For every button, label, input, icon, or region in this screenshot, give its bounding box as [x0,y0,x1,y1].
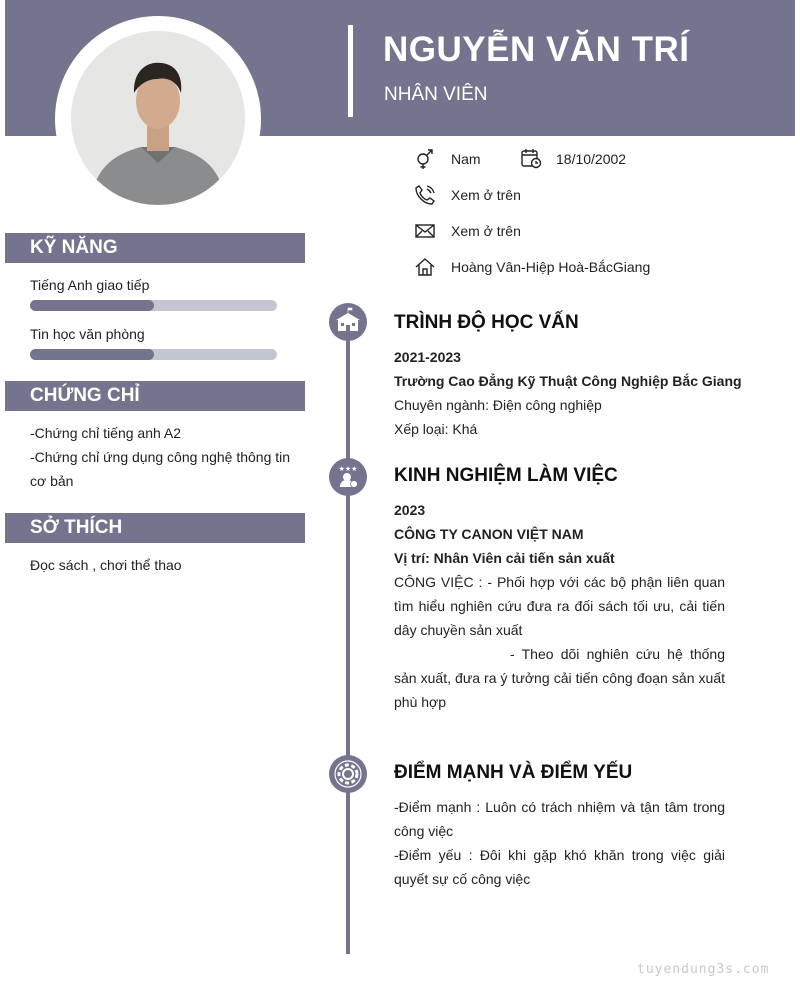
employee-star-icon [329,458,367,496]
experience-company: CÔNG TY CANON VIỆT NAM [394,526,584,542]
phone-value: Xem ở trên [451,187,521,203]
strengths-heading: ĐIỂM MẠNH VÀ ĐIỂM YẾU [394,762,633,783]
timeline-line [346,322,350,954]
education-major: Chuyên ngành: Điện công nghiệp [394,397,602,413]
phone-icon [414,184,436,206]
candidate-title: NHÂN VIÊN [384,84,488,105]
header-divider [348,25,353,117]
watermark: tuyendung3s.com [637,962,770,977]
skill-bar-fill [30,349,154,360]
education-heading: TRÌNH ĐỘ HỌC VẤN [394,312,579,333]
experience-year: 2023 [394,502,426,518]
gear-icon [329,755,367,793]
experience-duties: - Theo dõi nghiên cứu hệ thống sản xuất, đưa ra ý tưởng cải tiến công đoạn sản xuất phù hợp [394,646,725,710]
mail-icon [414,220,436,242]
birthdate-value: 18/10/2002 [556,151,627,167]
certificate-item: -Chứng chỉ ứng dụng công nghệ thông tin cơ bản [30,449,291,489]
skill-bar [30,300,277,311]
svg-text:★★★: ★★★ [338,465,358,473]
skill-label: Tin học văn phòng [30,326,145,342]
education-years: 2021-2023 [394,349,461,365]
skill-bar-fill [30,300,154,311]
avatar [71,31,245,205]
candidate-name: NGUYỄN VĂN TRÍ [383,30,690,69]
experience-position: Vị trí: Nhân Viên cải tiến sản xuất [394,550,615,566]
skill-label: Tiếng Anh giao tiếp [30,277,150,293]
school-icon [329,303,367,341]
calendar-icon [520,147,542,169]
gender-icon [414,148,436,170]
timeline-node [329,303,367,341]
timeline-node [329,755,367,793]
strength-text: -Điểm mạnh : Luôn có trách nhiệm và tận tâm trong công việc [394,799,725,839]
person-photo-icon [71,31,245,205]
skills-heading: KỸ NĂNG [5,233,305,263]
certificates-heading: CHỨNG CHỈ [5,381,305,411]
home-icon [414,256,436,278]
hobbies-heading: SỞ THÍCH [5,513,305,543]
education-school: Trường Cao Đẳng Kỹ Thuật Công Nghiệp Bắc Giang [394,373,742,389]
gender-value: Nam [451,151,481,167]
education-grade: Xếp loại: Khá [394,421,478,437]
experience-heading: KINH NGHIỆM LÀM VIỆC [394,465,618,486]
experience-duties: CÔNG VIỆC : - Phối hợp với các bộ phận liên quan tìm hiểu nghiên cứu đưa ra đối sách tối ưu, cải tiến dây chuyền sản xuất [394,574,725,638]
weakness-text: -Điểm yếu : Đôi khi gặp khó khăn trong việc giải quyết sự cố công việc [394,847,725,887]
hobbies-text: Đọc sách , chơi thể thao [30,557,182,573]
timeline-node [329,458,367,496]
skill-bar [30,349,277,360]
email-value: Xem ở trên [451,223,521,239]
certificate-item: -Chứng chỉ tiếng anh A2 [30,425,182,441]
address-value: Hoàng Vân-Hiệp Hoà-BắcGiang [451,259,651,275]
